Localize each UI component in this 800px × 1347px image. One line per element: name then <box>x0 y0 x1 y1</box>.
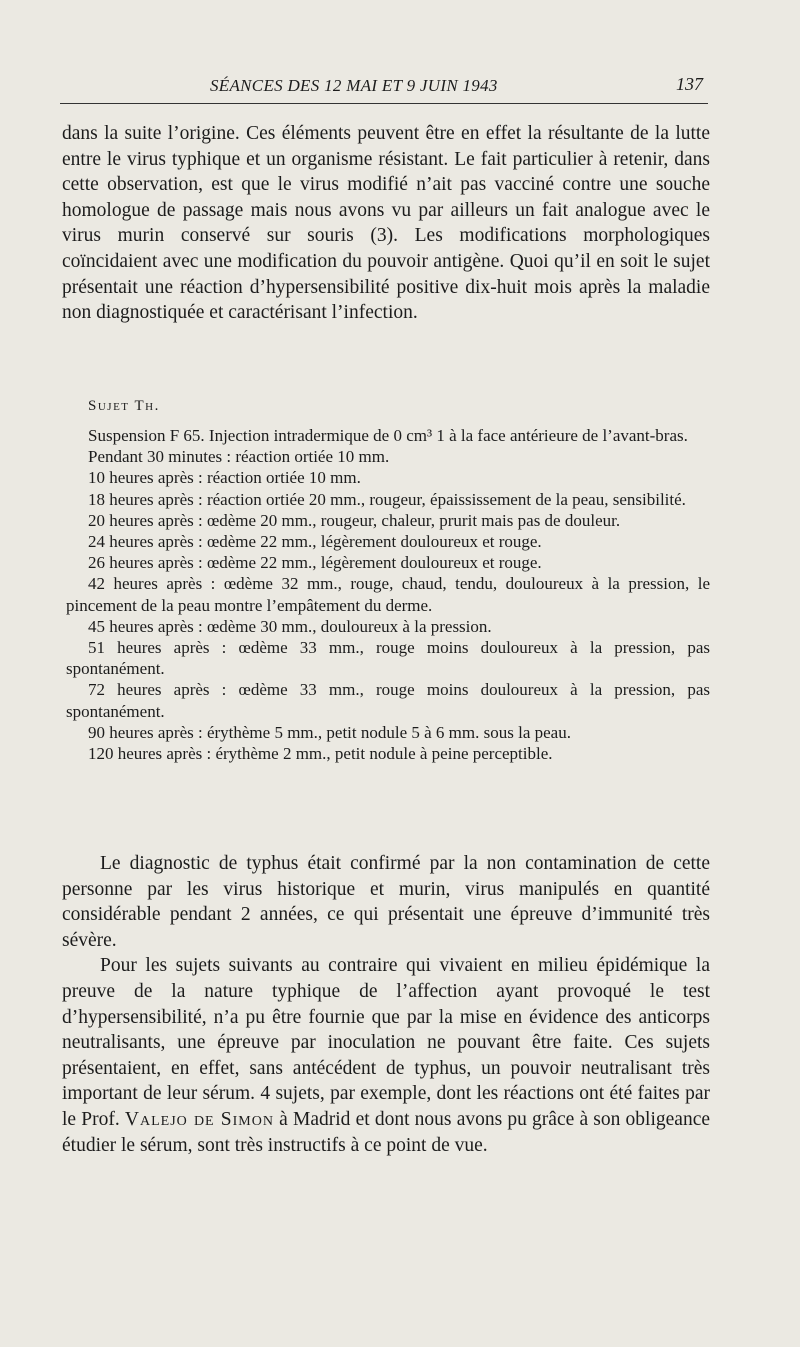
observation-list <box>66 425 710 764</box>
observation-line: 72 heures après : œdème 33 mm., rouge moins douloureux à la pression, pas spontanément. <box>66 680 710 721</box>
observation-line: 26 heures après : œdème 22 mm., légèrement douloureux et rouge. <box>88 553 542 573</box>
author-name: Valejo de Simon <box>124 1108 274 1130</box>
observation-line: 42 heures après : œdème 32 mm., rouge, chaud, tendu, douloureux à la pression, le pincement de la peau montre l’empâtement du derme. <box>66 574 710 615</box>
conclusion-paragraph-2 <box>62 953 710 1158</box>
page-number: 137 <box>676 74 703 94</box>
observation-line: 45 heures après : œdème 30 mm., douloureux à la pression. <box>88 616 492 636</box>
running-header: SÉANCES DES 12 MAI ET 9 JUIN 1943 <box>210 76 498 95</box>
conclusion-paragraph-1: Le diagnostic de typhus était confirmé par la non contamination de cette personne par les virus historique et murin, virus manipulés en quantité considérable pendant 2 années, ce qui présentait une épreuve d’immunité très sévère. <box>62 853 710 951</box>
observation-line: 18 heures après : réaction ortiée 20 mm., rougeur, épaississement de la peau, sensibilité. <box>88 489 686 509</box>
observation-line: Pendant 30 minutes : réaction ortiée 10 mm. <box>88 447 390 467</box>
intro-paragraph-block <box>62 121 710 326</box>
observation-line: 51 heures après : œdème 33 mm., rouge moins douloureux à la pression, pas spontanément. <box>66 638 710 679</box>
header-rule <box>60 103 708 104</box>
intro-paragraph: dans la suite l’origine. Ces éléments peuvent être en effet la résultante de la lutte entre le virus typhique et un organisme résistant. Le fait particulier à retenir, dans cette observation, est que le virus modifié n’ait pas vacciné contre une souche homologue de passage mais nous avons vu par ailleurs un fait analogue avec le virus murin conservé sur souris (3). Les modifications morphologiques coïncidaient avec une modification du pouvoir antigène. Quoi qu’il en soit le sujet présentait une réaction d’hypersensibilité positive dix-huit mois après la maladie non diagnostiquée et caractérisant l’infection. <box>62 123 710 324</box>
conclusion-text-after-name: à Madrid et dont nous avons pu grâce à son obligeance étudier le sérum, sont très instructifs à ce point de vue. <box>62 1108 711 1156</box>
observation-line: 20 heures après : œdème 20 mm., rougeur, chaleur, prurit mais pas de douleur. <box>88 510 621 530</box>
conclusion-block <box>62 851 710 1158</box>
observation-line: 24 heures après : œdème 22 mm., légèrement douloureux et rouge. <box>88 532 542 552</box>
observation-line: 120 heures après : érythème 2 mm., petit nodule à peine perceptible. <box>88 744 553 764</box>
observation-line: Suspension F 65. Injection intradermique de 0 cm³ 1 à la face antérieure de l’avant-bras. <box>88 426 688 445</box>
observation-line: 10 heures après : réaction ortiée 10 mm. <box>88 468 361 488</box>
observation-line: 90 heures après : érythème 5 mm., petit nodule 5 à 6 mm. sous la peau. <box>88 722 571 742</box>
subject-heading: Sujet Th. <box>88 398 160 414</box>
conclusion-text-before-name: Pour les sujets suivants au contraire qui vivaient en milieu épidémique la preuve de la nature typhique de l’affection ayant provoqué le test d’hypersensibilité, n’a pu être fournie que par la mise en évidence des anticorps neutralisants, une épreuve par inoculation ne pouvant être faite. Ces sujets présentaient, en effet, sans antécédent de typhus, un pouvoir neutralisant très important de leur sérum. 4 sujets, par exemple, dont les réactions ont été faites par le Prof. <box>62 955 710 1130</box>
